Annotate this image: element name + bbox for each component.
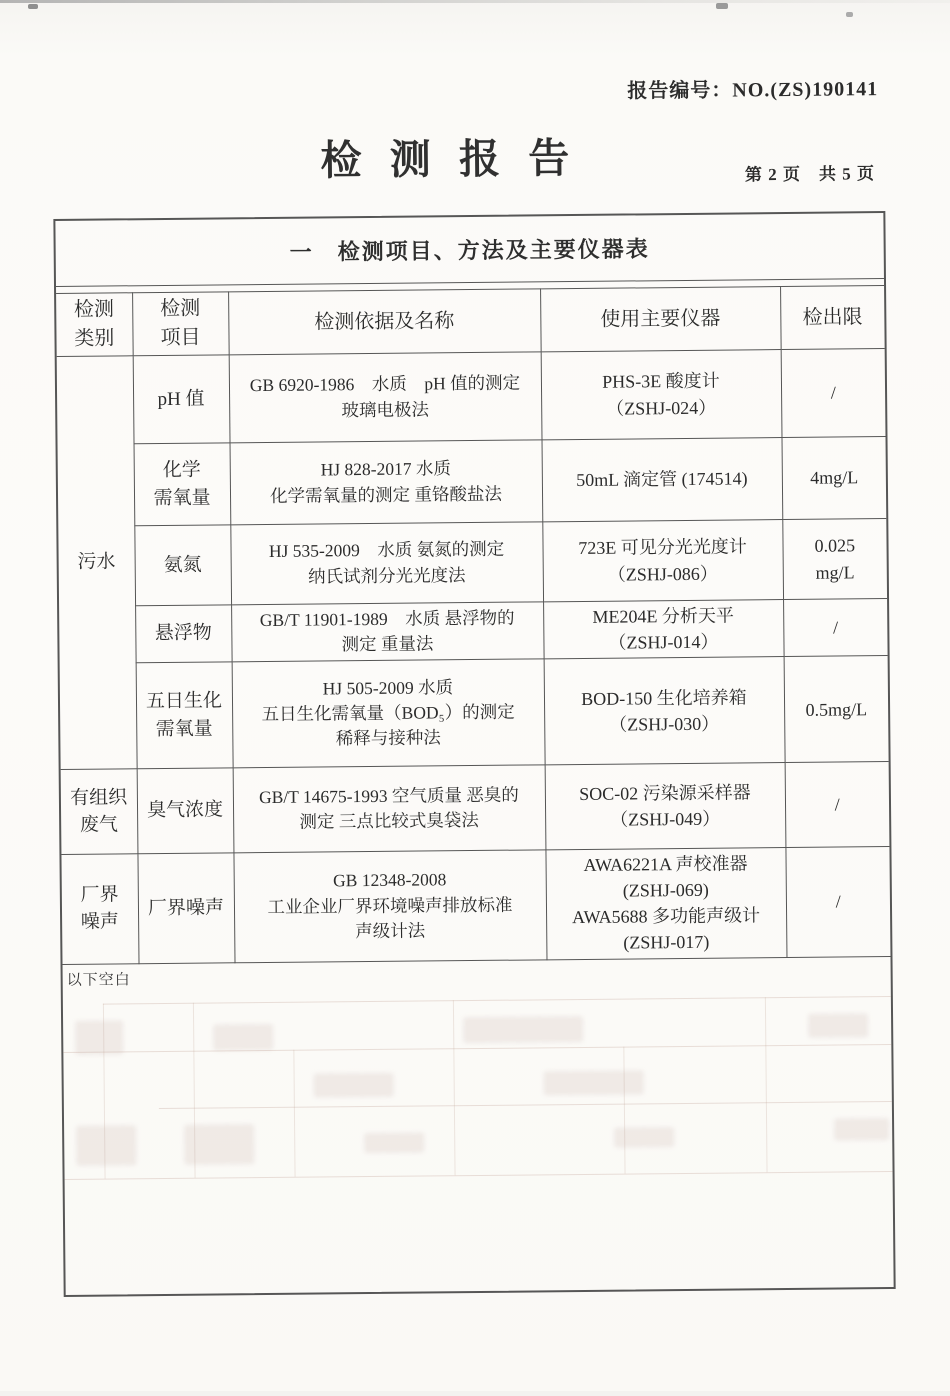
cell-item: 氨氮 <box>134 525 231 606</box>
ghost-line <box>623 1047 625 1174</box>
ghost-line <box>193 1003 196 1178</box>
ghost-smudge <box>834 1118 889 1141</box>
cell-instrument: BOD-150 生化培养箱 （ZSHJ-030） <box>544 657 785 765</box>
cell-limit: / <box>783 599 888 657</box>
ghost-line <box>453 1000 456 1175</box>
cell-instrument: 723E 可见分光光度计 （ZSHJ-086） <box>542 520 783 602</box>
table-row <box>57 349 886 445</box>
cell-method: HJ 535-2009 水质 氨氮的测定 纳氏试剂分光光度法 <box>230 522 543 605</box>
report-number-line <box>627 72 878 103</box>
cell-method: GB 6920-1986 水质 pH 值的测定 玻璃电极法 <box>229 352 542 443</box>
header-limit: 检出限 <box>780 286 885 350</box>
ghost-smudge <box>75 1020 123 1054</box>
cell-category: 厂界 噪声 <box>61 854 138 964</box>
cell-limit: 4mg/L <box>781 437 886 520</box>
cell-instrument: PHS-3E 酸度计 （ZSHJ-024） <box>541 350 782 440</box>
ghost-line <box>103 1004 106 1179</box>
ghost-smudge <box>76 1125 136 1166</box>
report-number-label: 报告编号： <box>627 79 733 103</box>
ghost-smudge <box>364 1133 424 1154</box>
cell-limit: / <box>785 847 890 957</box>
ghost-line <box>103 996 891 1005</box>
cell-method: HJ 828-2017 水质 化学需氧量的测定 重铬酸盐法 <box>230 440 543 525</box>
cell-method: HJ 505-2009 水质 五日生化需氧量（BOD₅）的测定 稀释与接种法 <box>232 659 545 768</box>
cell-method: GB 12348-2008 工业企业厂界环境噪声排放标准 声级计法 <box>233 850 546 962</box>
cell-item: 化学 需氧量 <box>134 443 231 526</box>
ghost-line <box>159 1101 892 1109</box>
cell-instrument: ME204E 分析天平 （ZSHJ-014） <box>543 600 784 659</box>
cell-limit: 0.025 mg/L <box>782 519 887 600</box>
cell-instrument: AWA6221A 声校准器 (ZSHJ-069) AWA5688 多功能声级计 (ZSHJ-017) <box>545 848 786 960</box>
cell-item: pH 值 <box>133 355 230 444</box>
cell-method: GB/T 14675-1993 空气质量 恶臭的 测定 三点比较式臭袋法 <box>233 765 546 853</box>
report-number-value: NO.(ZS)190141 <box>732 78 879 102</box>
table-caption: 一 检测项目、方法及主要仪器表 <box>55 213 884 287</box>
ghost-smudge <box>808 1013 868 1038</box>
cell-instrument: 50mL 滴定管 (174514) <box>542 438 783 522</box>
cell-item: 厂界噪声 <box>137 853 234 963</box>
ghost-smudge <box>544 1070 644 1095</box>
header-instrument: 使用主要仪器 <box>540 287 781 352</box>
cell-limit: 0.5mg/L <box>784 656 889 763</box>
header-item: 检测 项目 <box>132 292 229 356</box>
ghost-smudge <box>314 1073 394 1098</box>
cell-category: 有组织 废气 <box>61 769 138 855</box>
ghost-line <box>765 997 768 1172</box>
table-frame <box>53 211 895 1297</box>
table-row <box>58 519 887 607</box>
cell-item: 五日生化 需氧量 <box>136 662 233 769</box>
cell-method: GB/T 11901-1989 水质 悬浮物的 测定 重量法 <box>231 602 544 662</box>
header-category: 检测 类别 <box>56 293 133 357</box>
cell-instrument: SOC-02 污染源采样器 （ZSHJ-049） <box>545 763 786 850</box>
cell-category: 污水 <box>57 356 137 770</box>
table-row <box>61 762 890 855</box>
ghost-smudge <box>614 1127 674 1148</box>
methods-table <box>56 285 890 964</box>
cell-limit: / <box>781 349 886 438</box>
table-row <box>59 599 888 664</box>
cell-item: 臭气浓度 <box>137 768 234 854</box>
table-row <box>60 656 889 770</box>
ghost-smudge <box>184 1124 254 1165</box>
table-row <box>58 437 887 527</box>
page-title: 检 测 报 告 <box>320 134 579 184</box>
below-blank-note: 以下空白 <box>66 971 131 989</box>
ghost-smudge <box>213 1024 273 1051</box>
ghost-line <box>65 1171 893 1180</box>
table-header-row <box>56 286 885 357</box>
table-row <box>61 847 890 964</box>
page-number: 第 2 页 共 5 页 <box>744 164 876 185</box>
ghost-line <box>293 1050 295 1177</box>
cell-item: 悬浮物 <box>135 605 232 663</box>
cell-limit: / <box>785 762 890 848</box>
ghost-smudge <box>463 1016 583 1043</box>
header-method: 检测依据及名称 <box>228 289 541 355</box>
ghost-line <box>63 1044 891 1053</box>
